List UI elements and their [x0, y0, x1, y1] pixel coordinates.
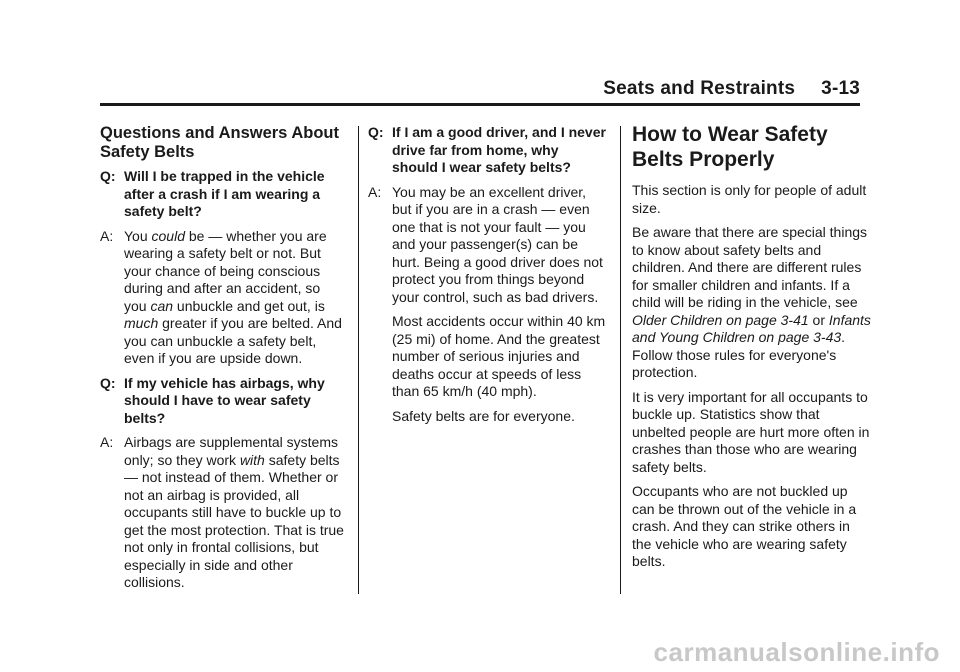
column-divider-1: [358, 126, 359, 594]
section-heading: How to Wear Safety Belts Properly: [632, 123, 828, 171]
buckle-up-paragraph: It is very important for all occupants to buckle up. Statistics show that unbelted people are hurt more often in crashes than those who are wearing safety belts.: [632, 388, 870, 475]
older-children-link[interactable]: Older Children on page 3-41: [632, 311, 809, 328]
infants-link[interactable]: Infants and Young Children on page 3-43: [632, 311, 871, 345]
column-right: [632, 124, 872, 578]
header-rule: [100, 103, 860, 106]
accident-statistics-paragraph: Most accidents occur within 40 km (25 mi) of home. And the greatest number of serious injuries and deaths occur at speeds of less than 65 km/h (40 mph).: [392, 313, 606, 399]
column-left: [100, 124, 346, 599]
section-title: Seats and Restraints: [603, 78, 796, 99]
question-1: Q: Will I be trapped in the vehicle after a crash if I am wearing a safety belt?: [100, 168, 325, 219]
column-divider-2: [620, 126, 621, 594]
safety-belts-for-everyone: Safety belts are for everyone.: [392, 407, 575, 424]
children-rules-paragraph: Be aware that there are special things to know about safety belts and children. And there are different rules for smaller children and infants. If a child will be riding in the vehicle, see Older Children on page 3-41 or Infants and Young Children on page 3-43. Follow those rules for everyone's protection.: [632, 224, 871, 380]
qa-heading: Questions and Answers About Safety Belts: [100, 124, 339, 161]
answer-3: A: You may be an excellent driver, but if you are in a crash — even one that is not your fault — you and your passenger(s) can be hurt. Being a good driver does not protect you from things beyond your control, such as bad drivers.: [368, 183, 603, 305]
page-number: 3-13: [821, 78, 860, 99]
answer-2: A: Airbags are supplemental systems only; so they work with safety belts — not instead of them. Whether or not an airbag is provided, all occupants still have to buckle up to get the most protection. That is true not only in frontal collisions, but especially in side and other collisions.: [100, 434, 344, 590]
watermark: carmanualsonline.info: [653, 637, 940, 667]
column-middle: [368, 124, 608, 432]
page-header: [603, 78, 860, 100]
thrown-out-paragraph: Occupants who are not buckled up can be thrown out of the vehicle in a crash. And they can strike others in the vehicle who are wearing safety belts.: [632, 483, 857, 569]
question-2: Q: If my vehicle has airbags, why should I have to wear safety belts?: [100, 374, 325, 426]
question-3: Q: If I am a good driver, and I never drive far from home, why should I wear safety belts?: [368, 124, 606, 175]
adult-size-paragraph: This section is only for people of adult size.: [632, 182, 867, 216]
answer-1: A: You could be — whether you are wearing a safety belt or not. But your chance of being conscious during and after an accident, so you can unbuckle and get out, is much greater if you are belted. And you can unbuckle a safety belt, even if you are upside down.: [100, 227, 342, 366]
